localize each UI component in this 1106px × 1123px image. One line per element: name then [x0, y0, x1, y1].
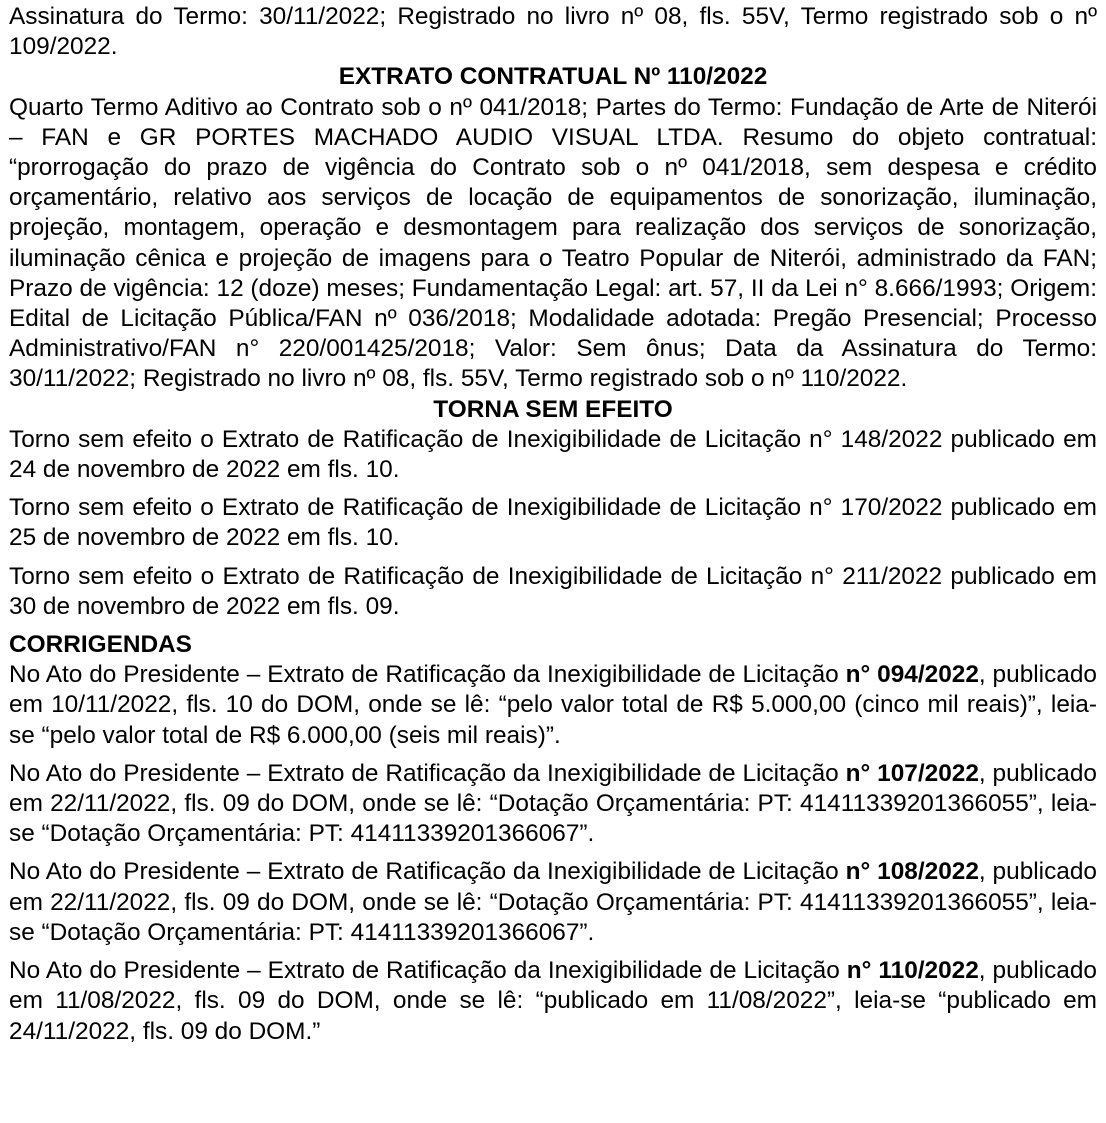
corrigenda-rest: , publicado em 22/11/2022, fls. 09 do DOM, onde se lê: “Dotação Orçamentária: PT: 41411339201366055”, leia-se “Dotação Orçamentária: PT: 41411339201366067”.	[9, 759, 1097, 848]
torna-item-3: Torno sem efeito o Extrato de Ratificação de Inexigibilidade de Licitação n° 211/2022 publicado em 30 de novembro de 2022 em fls. 09.	[9, 562, 1097, 620]
corrigenda-rest: , publicado em 10/11/2022, fls. 10 do DOM, onde se lê: “pelo valor total de R$ 5.000,00 (cinco mil reais)”, leia-se “pelo valor total de R$ 6.000,00 (seis mil reais)”.	[9, 661, 1097, 749]
corrigenda-item-1	[9, 660, 1097, 751]
corrigenda-item-4	[9, 956, 1097, 1047]
intro-paragraph: Assinatura do Termo: 30/11/2022; Registrado no livro nº 08, fls. 55V, Termo registrado sob o nº 109/2022.	[9, 3, 1097, 61]
corrigenda-number: n° 094/2022	[845, 661, 979, 689]
extrato-body: Quarto Termo Aditivo ao Contrato sob o nº 041/2018; Partes do Termo: Fundação de Arte de Niterói – FAN e GR PORTES MACHADO AUDIO VISUAL LTDA. Resumo do objeto contratual: “prorrogação do prazo de vigência do Contrato sob o nº 041/2018, sem despesa e crédito orçamentário, relativo aos serviços de locação de equipamentos de sonorização, iluminação, projeção, montagem, operação e desmontagem para realização dos serviços de sonorização, iluminação cênica e projeção de imagens para o Teatro Popular de Niterói, administrado da FAN; Prazo de vigência: 12 (doze) meses; Fundamentação Legal: art. 57, II da Lei n° 8.666/1993; Origem: Edital de Licitação Pública/FAN nº 036/2018; Modalidade adotada: Pregão Presencial; Processo Administrativo/FAN n° 220/001425/2018; Valor: Sem ônus; Data da Assinatura do Termo: 30/11/2022; Registrado no livro nº 08, fls. 55V, Termo registrado sob o nº 110/2022.	[9, 93, 1097, 393]
corrigenda-lead: No Ato do Presidente – Extrato de Ratificação da Inexigibilidade de Licitação	[9, 957, 847, 985]
corrigenda-item-3	[9, 857, 1097, 948]
corrigenda-number: n° 107/2022	[845, 759, 979, 787]
torna-heading: TORNA SEM EFEITO	[433, 395, 673, 423]
corrigenda-lead: No Ato do Presidente – Extrato de Ratificação da Inexigibilidade de Licitação	[9, 661, 846, 689]
corrigendas-heading: CORRIGENDAS	[9, 631, 192, 659]
extrato-heading: EXTRATO CONTRATUAL Nº 110/2022	[338, 63, 768, 91]
corrigenda-number: n° 108/2022	[845, 858, 979, 886]
corrigenda-rest: , publicado em 11/08/2022, fls. 09 do DOM, onde se lê: “publicado em 11/08/2022”, leia-se “publicado em 24/11/2022, fls. 09 do DOM.”	[9, 957, 1097, 1045]
corrigenda-lead: No Ato do Presidente – Extrato de Ratificação da Inexigibilidade de Licitação	[9, 858, 846, 886]
torna-item-2: Torno sem efeito o Extrato de Ratificação de Inexigibilidade de Licitação n° 170/2022 publicado em 25 de novembro de 2022 em fls. 10.	[9, 494, 1097, 552]
torna-item-1: Torno sem efeito o Extrato de Ratificação de Inexigibilidade de Licitação n° 148/2022 publicado em 24 de novembro de 2022 em fls. 10.	[9, 425, 1097, 484]
corrigenda-lead: No Ato do Presidente – Extrato de Ratificação da Inexigibilidade de Licitação	[9, 759, 846, 787]
corrigenda-item-2	[9, 759, 1097, 850]
corrigenda-rest: , publicado em 22/11/2022, fls. 09 do DOM, onde se lê: “Dotação Orçamentária: PT: 41411339201366055”, leia-se “Dotação Orçamentária: PT: 41411339201366067”.	[9, 858, 1097, 946]
corrigenda-number: n° 110/2022	[846, 957, 979, 985]
